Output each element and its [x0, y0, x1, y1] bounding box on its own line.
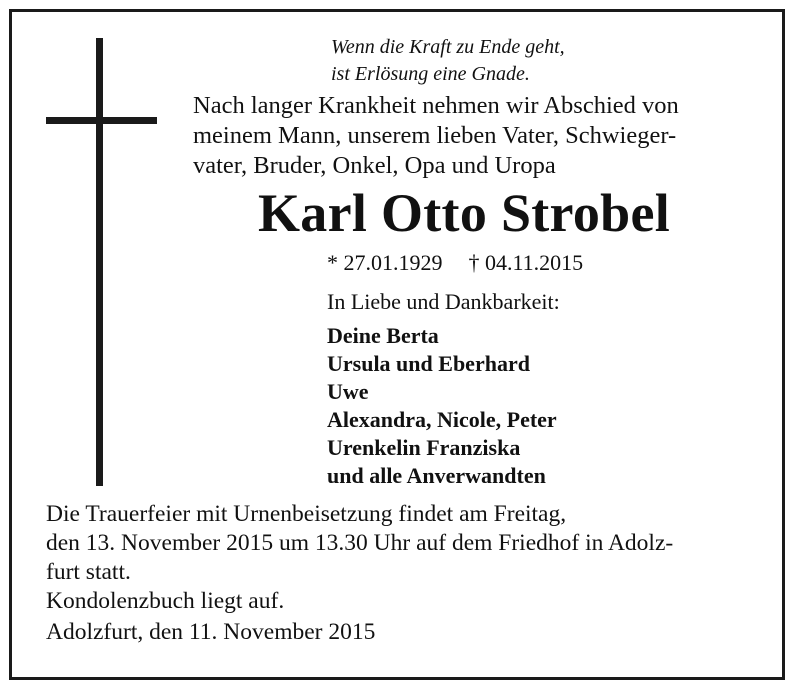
mourner-item: Ursula und Eberhard: [327, 351, 530, 376]
mourner-item: Urenkelin Franziska: [327, 435, 521, 460]
intro-line-3: vater, Bruder, Onkel, Opa und Uropa: [193, 152, 556, 179]
intro-text: [193, 91, 679, 181]
ceremony-line-1: Die Trauerfeier mit Urnenbeisetzung findet am Freitag,: [46, 501, 567, 527]
intro-line-2: meinem Mann, unserem lieben Vater, Schwieger-: [193, 122, 677, 149]
birth-date: * 27.01.1929: [327, 250, 443, 275]
ceremony-line-2: den 13. November 2015 um 13.30 Uhr auf dem Friedhof in Adolz-: [46, 530, 674, 556]
motto-line-1: Wenn die Kraft zu Ende geht,: [331, 36, 565, 58]
mourner-item: Deine Berta: [327, 323, 439, 348]
ceremony-info: [46, 500, 673, 616]
intro-line-1: Nach langer Krankheit nehmen wir Abschied von: [193, 92, 679, 119]
place-and-date: Adolzfurt, den 11. November 2015: [46, 619, 376, 645]
ceremony-line-3: furt statt.: [46, 559, 131, 585]
motto: [331, 34, 565, 88]
cross-horizontal-bar: [46, 117, 157, 124]
deceased-name: Karl Otto Strobel: [258, 183, 671, 243]
mourner-item: Alexandra, Nicole, Peter: [327, 407, 557, 432]
mourner-item: und alle Anverwandten: [327, 463, 546, 488]
thanks-heading: In Liebe und Dankbarkeit:: [327, 289, 560, 314]
life-dates: [327, 248, 583, 278]
motto-line-2: ist Erlösung eine Gnade.: [331, 63, 530, 85]
condolence-note: Kondolenzbuch liegt auf.: [46, 588, 285, 614]
death-date: † 04.11.2015: [468, 250, 584, 275]
mourners-list: [327, 322, 557, 490]
cross-vertical-bar: [96, 38, 103, 486]
mourner-item: Uwe: [327, 379, 369, 404]
